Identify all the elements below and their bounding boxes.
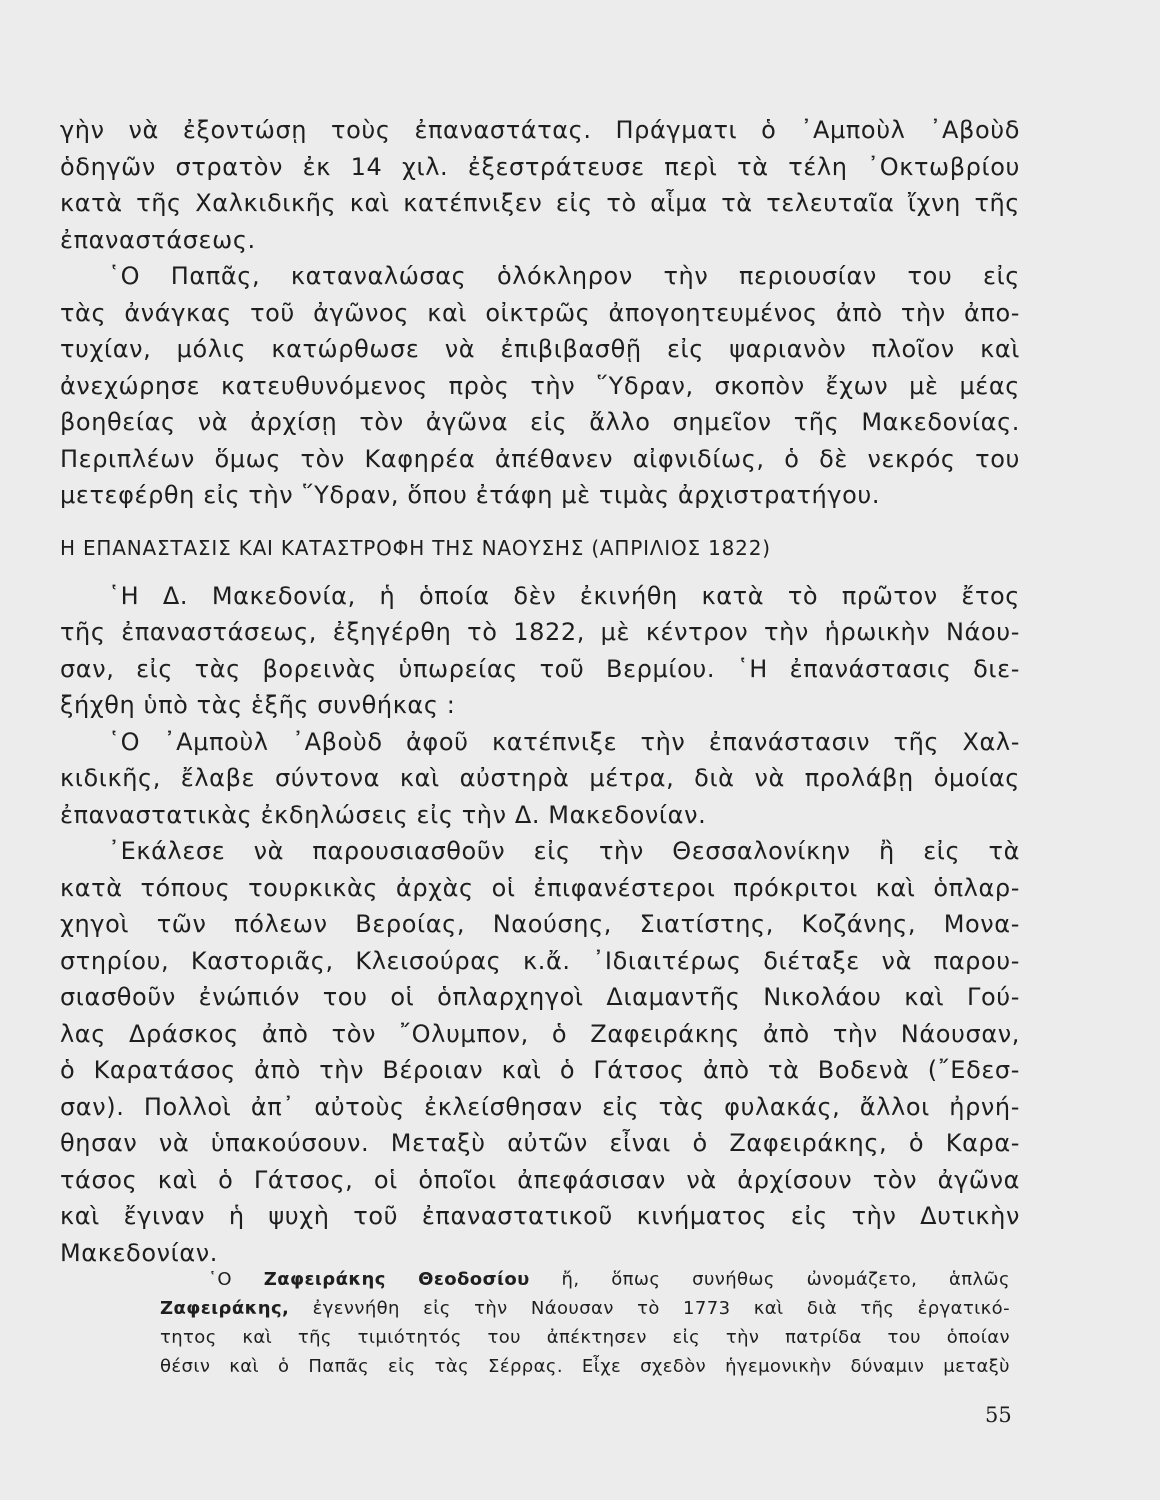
text-line: ἐπαναστάσεως. [60, 225, 256, 254]
text-line: σαν, εἰς τὰς βορεινὰς ὑπωρείας τοῦ Βερμίου. ῾Η ἐπανάστασις διε- [60, 654, 1020, 683]
text-line: τῆς ἐπαναστάσεως, ἐξηγέρθη τὸ 1822, μὲ κέντρον τὴν ἡρωικὴν Νάου- [60, 618, 1020, 646]
main-text [60, 112, 1020, 1271]
text-line: θησαν νὰ ὑπακούσουν. Μεταξὺ αὐτῶν εἶναι ὁ Ζαφειράκης, ὁ Καρα- [60, 1129, 1020, 1157]
text-line: ἀνεχώρησε κατευθυνόμενος πρὸς τὴν ῞Υδραν, σκοπὸν ἔχων μὲ μέας [60, 371, 1020, 400]
paragraph-4 [60, 724, 1020, 834]
footnote-text: ἐγεννήθη εἰς τὴν Νάουσαν τὸ 1773 καὶ διὰ τῆς ἐργατικό- [289, 1298, 1010, 1319]
text-line: βοηθείας νὰ ἀρχίσῃ τὸν ἀγῶνα εἰς ἄλλο σημεῖον τῆς Μακεδονίας. [60, 408, 1020, 436]
text-line: κατὰ τόπους τουρκικὰς ἀρχὰς οἱ ἐπιφανέστεροι πρόκριτοι καὶ ὁπλαρ- [60, 873, 1020, 902]
footnote-line: τητος καὶ τῆς τιμιότητός του ἀπέκτησεν εἰς τὴν πατρίδα του ὁποίαν [160, 1327, 1010, 1348]
paragraph-1 [60, 112, 1020, 258]
text-line: σαν). Πολλοὶ ἀπ᾿ αὐτοὺς ἐκλείσθησαν εἰς τὰς φυλακάς, ἄλλοι ἠρνή- [60, 1092, 1020, 1121]
text-line: ὁδηγῶν στρατὸν ἐκ 14 χιλ. ἐξεστράτευσε περὶ τὰ τέλη ᾿Οκτωβρίου [60, 152, 1020, 181]
text-line: γὴν νὰ ἐξοντώσῃ τοὺς ἐπαναστάτας. Πράγματι ὁ ᾿Αμποὺλ ᾿Αβοὺδ [60, 116, 1020, 144]
footnote-line [160, 1294, 1010, 1323]
text-line: ὁ Καρατάσος ἀπὸ τὴν Βέροιαν καὶ ὁ Γάτσος ἀπὸ τὰ Βοδενὰ (῎Εδεσ- [60, 1056, 1020, 1084]
footnote-text: ῾Ο [208, 1269, 264, 1290]
text-line: ἐπαναστατικὰς ἐκδηλώσεις εἰς τὴν Δ. Μακεδονίαν. [60, 800, 707, 829]
paragraph-5 [60, 833, 1020, 1271]
text-line: ᾿Εκάλεσε νὰ παρουσιασθοῦν εἰς τὴν Θεσσαλονίκην ἢ εἰς τὰ [108, 837, 1020, 865]
text-line: στηρίου, Καστοριᾶς, Κλεισούρας κ.ἄ. ᾿Ιδιαιτέρως διέταξε νὰ παρου- [60, 946, 1020, 975]
text-line: Περιπλέων ὅμως τὸν Καφηρέα ἀπέθανεν αἰφνιδίως, ὁ δὲ νεκρός του [60, 444, 1020, 473]
footnote-name: Ζαφειράκης Θεοδοσίου [263, 1269, 530, 1290]
text-line: λας Δράσκος ἀπὸ τὸν ῎Ολυμπον, ὁ Ζαφειράκης ἀπὸ τὴν Νάουσαν, [60, 1019, 1020, 1048]
text-line: μετεφέρθη εἰς τὴν ῞Υδραν, ὅπου ἐτάφη μὲ τιμὰς ἀρχιστρατήγου. [60, 481, 881, 509]
text-line: χηγοὶ τῶν πόλεων Βεροίας, Ναούσης, Σιατίστης, Κοζάνης, Μονα- [60, 910, 1020, 938]
footnote-line: θέσιν καὶ ὁ Παπᾶς εἰς τὰς Σέρρας. Εἶχε σχεδὸν ἡγεμονικὴν δύναμιν μεταξὺ [160, 1356, 1010, 1377]
text-line: ῾Ο ᾿Αμποὺλ ᾿Αβοὺδ ἀφοῦ κατέπνιξε τὴν ἐπανάστασιν τῆς Χαλ- [108, 727, 1020, 756]
text-line: ξήχθη ὑπὸ τὰς ἑξῆς συνθήκας : [60, 691, 456, 719]
footnote-text: ἤ, ὅπως συνήθως ὠνομάζετο, ἁπλῶς [529, 1269, 1010, 1290]
footnote [160, 1265, 1010, 1381]
text-line: σιασθοῦν ἐνώπιόν του οἱ ὁπλαρχηγοὶ Διαμαντῆς Νικολάου καὶ Γού- [60, 983, 1020, 1011]
text-line: τυχίαν, μόλις κατώρθωσε νὰ ἐπιβιβασθῇ εἰς ψαριανὸν πλοῖον καὶ [60, 335, 1020, 363]
footnote-line [160, 1265, 1010, 1294]
text-line: ῾Η Δ. Μακεδονία, ἡ ὁποία δὲν ἐκινήθη κατὰ τὸ πρῶτον ἔτος [108, 581, 1020, 610]
text-line: Μακεδονίαν. [60, 1238, 218, 1267]
section-heading: Η ΕΠΑΝΑΣΤΑΣΙΣ ΚΑΙ ΚΑΤΑΣΤΡΟΦΗ ΤΗΣ ΝΑΟΥΣΗΣ (ΑΠΡΙΛΙΟΣ 1822) [60, 535, 771, 560]
text-line: κιδικῆς, ἔλαβε σύντονα καὶ αὐστηρὰ μέτρα, διὰ νὰ προλάβῃ ὁμοίας [60, 764, 1020, 792]
text-line: τὰς ἀνάγκας τοῦ ἀγῶνος καὶ οἰκτρῶς ἀπογοητευμένος ἀπὸ τὴν ἀπο- [60, 298, 1020, 327]
text-line: καὶ ἔγιναν ἡ ψυχὴ τοῦ ἐπαναστατικοῦ κινήματος εἰς τὴν Δυτικὴν [60, 1202, 1020, 1230]
footnote-name: Ζαφειράκης, [160, 1298, 290, 1319]
text-line: τάσος καὶ ὁ Γάτσος, οἱ ὁποῖοι ἀπεφάσισαν νὰ ἀρχίσουν τὸν ἀγῶνα [60, 1165, 1020, 1194]
page-number: 55 [985, 1403, 1012, 1427]
text-line: ῾Ο Παπᾶς, καταναλώσας ὁλόκληρον τὴν περιουσίαν του εἰς [108, 262, 1020, 290]
paragraph-2 [60, 258, 1020, 514]
text-line: κατὰ τῆς Χαλκιδικῆς καὶ κατέπνιξεν εἰς τὸ αἷμα τὰ τελευταῖα ἴχνη τῆς [60, 189, 1020, 217]
paragraph-3 [60, 578, 1020, 724]
